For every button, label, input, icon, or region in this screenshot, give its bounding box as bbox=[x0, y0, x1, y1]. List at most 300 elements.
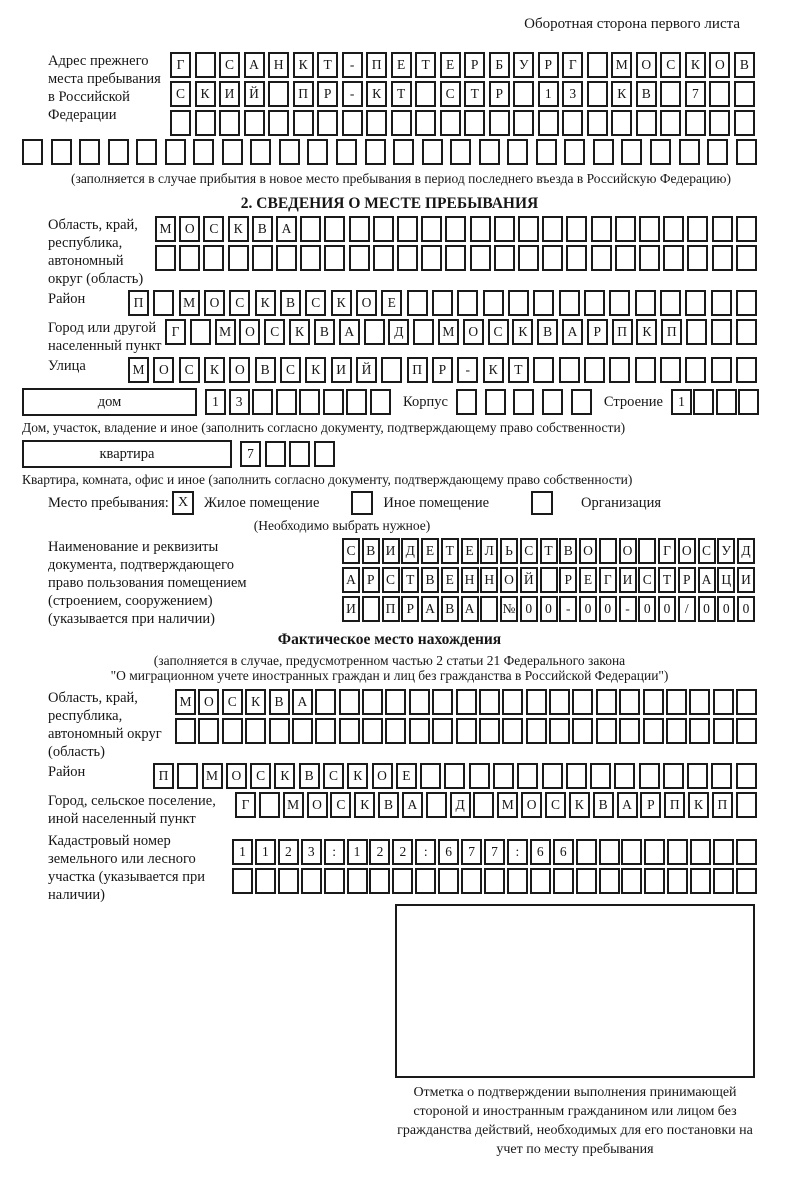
form-cell: М bbox=[179, 290, 200, 316]
form-cell bbox=[391, 110, 412, 136]
form-cell bbox=[587, 81, 608, 107]
form-cell: К bbox=[204, 357, 225, 383]
form-cell: Р bbox=[538, 52, 559, 78]
form-cell bbox=[315, 718, 336, 744]
form-cell: 0 bbox=[717, 596, 735, 622]
cell-row bbox=[235, 792, 757, 818]
form-cell: Р bbox=[489, 81, 510, 107]
form-cell bbox=[293, 110, 314, 136]
form-cell bbox=[599, 538, 617, 564]
form-cell: С bbox=[305, 290, 326, 316]
form-cell bbox=[276, 389, 297, 415]
form-cell: П bbox=[661, 319, 682, 345]
apartment-caption: Квартира, комната, офис и иное (заполнить согласно документу, подтверждающему право собственности) bbox=[22, 472, 633, 487]
form-cell: О bbox=[307, 792, 328, 818]
form-cell bbox=[621, 139, 642, 165]
form-cell: Р bbox=[317, 81, 338, 107]
form-cell bbox=[397, 216, 418, 242]
form-cell: Е bbox=[441, 567, 459, 593]
form-cell: К bbox=[347, 763, 368, 789]
factual-note-2: "О миграционном учете иностранных граждан и лиц без гражданства в Российской Федерации") bbox=[110, 668, 669, 683]
form-cell: К bbox=[366, 81, 387, 107]
form-cell bbox=[415, 110, 436, 136]
form-cell bbox=[693, 389, 714, 415]
form-cell bbox=[315, 689, 336, 715]
form-cell: М bbox=[283, 792, 304, 818]
form-cell: О bbox=[678, 538, 696, 564]
form-cell bbox=[222, 139, 243, 165]
option-organizatsiya-label: Организация bbox=[581, 494, 661, 511]
form-cell: - bbox=[619, 596, 637, 622]
form-cell bbox=[609, 357, 630, 383]
form-cell bbox=[666, 718, 687, 744]
form-cell bbox=[421, 245, 442, 271]
form-cell: С bbox=[179, 357, 200, 383]
form-cell: 0 bbox=[540, 596, 558, 622]
form-cell bbox=[540, 567, 558, 593]
gorod-label: Город или другой населенный пункт bbox=[48, 320, 162, 354]
form-cell bbox=[572, 689, 593, 715]
form-cell bbox=[409, 689, 430, 715]
cell-row bbox=[155, 245, 757, 271]
form-cell bbox=[736, 139, 757, 165]
form-cell: А bbox=[562, 319, 583, 345]
form-cell bbox=[518, 216, 539, 242]
factual-note-1: (заполняется в случае, предусмотренном частью 2 статьи 21 Федерального закона bbox=[153, 653, 626, 668]
form-cell bbox=[553, 868, 574, 894]
form-cell bbox=[621, 868, 642, 894]
form-cell bbox=[232, 868, 253, 894]
form-cell: К bbox=[331, 290, 352, 316]
form-cell bbox=[300, 245, 321, 271]
cell-row bbox=[342, 596, 755, 622]
form-cell bbox=[679, 139, 700, 165]
prev-address-note: (заполняется в случае прибытия в новое место пребывания в период последнего въезда в Российскую Федерацию) bbox=[70, 171, 732, 186]
form-cell bbox=[366, 110, 387, 136]
form-cell bbox=[736, 718, 757, 744]
form-cell: Ь bbox=[500, 538, 518, 564]
raion-label: Район bbox=[48, 291, 86, 307]
form-cell bbox=[457, 290, 478, 316]
form-cell bbox=[440, 110, 461, 136]
form-cell bbox=[666, 689, 687, 715]
form-cell: С bbox=[219, 52, 240, 78]
form-cell: В bbox=[255, 357, 276, 383]
form-cell bbox=[712, 245, 733, 271]
form-cell bbox=[314, 441, 335, 467]
form-cell bbox=[615, 216, 636, 242]
oblast-field bbox=[22, 216, 780, 288]
cell-row bbox=[175, 689, 757, 715]
apartment-box: квартира bbox=[22, 440, 232, 468]
form-cell bbox=[663, 216, 684, 242]
form-cell: Д bbox=[401, 538, 419, 564]
form-cell bbox=[415, 81, 436, 107]
form-cell: 6 bbox=[438, 839, 459, 865]
form-cell bbox=[339, 718, 360, 744]
form-cell bbox=[667, 839, 688, 865]
form-cell: П bbox=[366, 52, 387, 78]
form-cell: П bbox=[612, 319, 633, 345]
form-cell: Н bbox=[268, 52, 289, 78]
form-cell: Н bbox=[461, 567, 479, 593]
form-cell: А bbox=[292, 689, 313, 715]
form-cell bbox=[549, 689, 570, 715]
form-cell bbox=[619, 718, 640, 744]
form-cell bbox=[450, 139, 471, 165]
form-cell: 7 bbox=[240, 441, 261, 467]
form-cell: М bbox=[215, 319, 236, 345]
form-cell: Й bbox=[244, 81, 265, 107]
form-cell: Н bbox=[480, 567, 498, 593]
form-cell bbox=[685, 357, 706, 383]
form-cell: Е bbox=[391, 52, 412, 78]
form-cell bbox=[542, 245, 563, 271]
form-cell bbox=[179, 245, 200, 271]
form-cell: 0 bbox=[638, 596, 656, 622]
form-cell bbox=[508, 290, 529, 316]
form-cell: К bbox=[195, 81, 216, 107]
form-cell bbox=[559, 357, 580, 383]
form-cell bbox=[686, 319, 707, 345]
form-cell bbox=[473, 792, 494, 818]
form-cell: О bbox=[179, 216, 200, 242]
form-cell bbox=[470, 216, 491, 242]
form-cell: С bbox=[698, 538, 716, 564]
form-cell bbox=[222, 718, 243, 744]
form-cell: С bbox=[222, 689, 243, 715]
form-cell: Т bbox=[317, 52, 338, 78]
prev-address-label: Адрес прежнего места пребывания в Российской Федерации bbox=[48, 53, 161, 123]
form-cell bbox=[469, 763, 490, 789]
form-cell: С bbox=[203, 216, 224, 242]
form-cell bbox=[339, 689, 360, 715]
form-cell bbox=[292, 718, 313, 744]
form-cell: О bbox=[579, 538, 597, 564]
form-cell: И bbox=[619, 567, 637, 593]
form-cell: 0 bbox=[698, 596, 716, 622]
form-cell bbox=[373, 245, 394, 271]
cell-row bbox=[170, 110, 755, 136]
form-cell: Т bbox=[540, 538, 558, 564]
form-cell bbox=[317, 110, 338, 136]
form-cell: П bbox=[382, 596, 400, 622]
form-cell bbox=[599, 839, 620, 865]
form-cell: 2 bbox=[369, 839, 390, 865]
factual-oblast-field bbox=[22, 689, 780, 761]
form-cell bbox=[542, 389, 563, 415]
form-cell bbox=[502, 689, 523, 715]
form-cell: Б bbox=[489, 52, 510, 78]
document-field bbox=[22, 538, 780, 628]
form-cell bbox=[301, 868, 322, 894]
form-cell: 3 bbox=[229, 389, 250, 415]
form-cell bbox=[22, 139, 43, 165]
form-cell bbox=[576, 868, 597, 894]
form-cell: В bbox=[559, 538, 577, 564]
form-cell: М bbox=[202, 763, 223, 789]
form-cell: - bbox=[342, 52, 363, 78]
form-cell bbox=[456, 389, 477, 415]
factual-gorod-field bbox=[22, 792, 780, 828]
form-cell bbox=[711, 763, 732, 789]
form-cell bbox=[593, 139, 614, 165]
form-cell: Е bbox=[461, 538, 479, 564]
form-cell: К bbox=[289, 319, 310, 345]
form-cell: С bbox=[323, 763, 344, 789]
form-cell bbox=[711, 290, 732, 316]
form-cell: 0 bbox=[599, 596, 617, 622]
form-cell bbox=[268, 81, 289, 107]
form-cell: Т bbox=[464, 81, 485, 107]
form-cell: Т bbox=[441, 538, 459, 564]
form-cell bbox=[571, 389, 592, 415]
form-cell: У bbox=[513, 52, 534, 78]
form-cell: 1 bbox=[671, 389, 692, 415]
cell-row bbox=[128, 290, 757, 316]
checkbox-organizatsiya bbox=[531, 491, 553, 515]
cell-row bbox=[240, 441, 335, 467]
form-cell bbox=[690, 868, 711, 894]
form-cell: Т bbox=[401, 567, 419, 593]
form-cell bbox=[590, 763, 611, 789]
cell-row bbox=[153, 763, 757, 789]
form-cell bbox=[307, 139, 328, 165]
form-cell bbox=[736, 290, 757, 316]
form-cell bbox=[687, 763, 708, 789]
form-cell: У bbox=[717, 538, 735, 564]
form-cell: 1 bbox=[255, 839, 276, 865]
form-cell bbox=[513, 81, 534, 107]
form-cell bbox=[526, 718, 547, 744]
cell-row bbox=[170, 81, 755, 107]
form-cell bbox=[245, 718, 266, 744]
form-cell bbox=[479, 718, 500, 744]
form-cell: Й bbox=[356, 357, 377, 383]
form-cell: 7 bbox=[461, 839, 482, 865]
form-cell bbox=[244, 110, 265, 136]
factual-oblast-label: Область, край, республика, автономный округ (область) bbox=[48, 690, 162, 760]
form-cell bbox=[518, 245, 539, 271]
form-cell: С bbox=[330, 792, 351, 818]
form-cell: К bbox=[305, 357, 326, 383]
form-cell bbox=[559, 290, 580, 316]
form-cell bbox=[470, 245, 491, 271]
prev-address-field bbox=[22, 52, 780, 136]
form-cell bbox=[690, 839, 711, 865]
form-cell bbox=[279, 139, 300, 165]
form-cell: 3 bbox=[301, 839, 322, 865]
form-cell: К bbox=[228, 216, 249, 242]
form-cell bbox=[517, 763, 538, 789]
form-cell: О bbox=[463, 319, 484, 345]
stamp-box bbox=[395, 904, 755, 1078]
form-cell bbox=[278, 868, 299, 894]
form-cell bbox=[479, 139, 500, 165]
form-cell bbox=[364, 319, 385, 345]
form-cell bbox=[349, 216, 370, 242]
form-cell bbox=[269, 718, 290, 744]
form-cell bbox=[736, 839, 757, 865]
form-cell: П bbox=[407, 357, 428, 383]
form-cell bbox=[502, 718, 523, 744]
form-cell: 7 bbox=[685, 81, 706, 107]
form-cell: Ц bbox=[717, 567, 735, 593]
house-caption: Дом, участок, владение и иное (заполнить согласно документу, подтверждающему право собственности) bbox=[22, 420, 626, 435]
form-cell: К bbox=[688, 792, 709, 818]
form-cell: М bbox=[128, 357, 149, 383]
form-cell: О bbox=[636, 52, 657, 78]
form-cell bbox=[738, 389, 759, 415]
form-cell: С bbox=[229, 290, 250, 316]
form-cell: М bbox=[438, 319, 459, 345]
form-cell bbox=[369, 868, 390, 894]
form-cell bbox=[444, 763, 465, 789]
form-cell: В bbox=[299, 763, 320, 789]
form-cell bbox=[385, 689, 406, 715]
form-cell: 1 bbox=[538, 81, 559, 107]
option-zhiloe-label: Жилое помещение bbox=[204, 494, 320, 511]
form-cell bbox=[736, 763, 757, 789]
form-cell: 0 bbox=[658, 596, 676, 622]
form-cell bbox=[420, 763, 441, 789]
form-cell bbox=[190, 319, 211, 345]
form-cell bbox=[464, 110, 485, 136]
form-cell bbox=[255, 868, 276, 894]
form-cell: Р bbox=[678, 567, 696, 593]
form-cell bbox=[193, 139, 214, 165]
cell-row bbox=[456, 389, 592, 415]
form-cell bbox=[79, 139, 100, 165]
form-cell: 7 bbox=[484, 839, 505, 865]
factual-gorod-label: Город, сельское поселение, иной населенный пункт bbox=[48, 793, 216, 827]
form-cell bbox=[644, 868, 665, 894]
form-cell: А bbox=[342, 567, 360, 593]
form-cell: Г bbox=[165, 319, 186, 345]
form-cell: С bbox=[545, 792, 566, 818]
form-cell: П bbox=[153, 763, 174, 789]
section2-title: 2. СВЕДЕНИЯ О МЕСТЕ ПРЕБЫВАНИЯ bbox=[240, 195, 539, 212]
form-cell bbox=[362, 718, 383, 744]
form-cell: 0 bbox=[579, 596, 597, 622]
form-cell bbox=[707, 139, 728, 165]
form-cell bbox=[736, 868, 757, 894]
form-cell bbox=[393, 139, 414, 165]
form-cell: С bbox=[660, 52, 681, 78]
stamp-area bbox=[395, 904, 780, 1078]
form-cell bbox=[685, 290, 706, 316]
form-cell bbox=[494, 216, 515, 242]
form-cell bbox=[636, 110, 657, 136]
form-cell: К bbox=[293, 52, 314, 78]
form-cell bbox=[566, 763, 587, 789]
form-cell bbox=[203, 245, 224, 271]
form-cell: С bbox=[382, 567, 400, 593]
form-cell bbox=[494, 245, 515, 271]
form-cell: Р bbox=[362, 567, 380, 593]
form-cell: М bbox=[497, 792, 518, 818]
form-cell: Р bbox=[559, 567, 577, 593]
form-cell bbox=[533, 290, 554, 316]
form-cell: 0 bbox=[737, 596, 755, 622]
apartment-row bbox=[22, 440, 780, 468]
form-cell: 1 bbox=[232, 839, 253, 865]
form-cell: А bbox=[617, 792, 638, 818]
form-cell bbox=[445, 216, 466, 242]
form-cell: В bbox=[378, 792, 399, 818]
form-cell: В bbox=[252, 216, 273, 242]
form-cell bbox=[268, 110, 289, 136]
form-cell bbox=[713, 839, 734, 865]
form-cell: Е bbox=[579, 567, 597, 593]
form-cell: О bbox=[198, 689, 219, 715]
form-cell: П bbox=[664, 792, 685, 818]
form-cell: О bbox=[372, 763, 393, 789]
form-cell bbox=[562, 110, 583, 136]
form-cell bbox=[373, 216, 394, 242]
form-cell: Г bbox=[658, 538, 676, 564]
form-cell: - bbox=[457, 357, 478, 383]
form-cell bbox=[507, 868, 528, 894]
form-cell: 2 bbox=[278, 839, 299, 865]
cell-row bbox=[232, 839, 757, 865]
form-cell: 3 bbox=[562, 81, 583, 107]
form-cell bbox=[438, 868, 459, 894]
form-cell bbox=[198, 718, 219, 744]
form-cell bbox=[660, 81, 681, 107]
form-cell: В bbox=[734, 52, 755, 78]
form-cell: О bbox=[239, 319, 260, 345]
form-cell: - bbox=[342, 81, 363, 107]
form-cell: О bbox=[356, 290, 377, 316]
stamp-caption: Отметка о подтверждении выполнения принимающей стороной и иностранным гражданином или лицом без гражданства действий, необходимых для его постановки на учет по месту пребывания bbox=[397, 1085, 753, 1157]
form-cell: Е bbox=[396, 763, 417, 789]
form-cell: : bbox=[324, 839, 345, 865]
form-cell bbox=[445, 245, 466, 271]
form-cell bbox=[736, 319, 757, 345]
form-cell: А bbox=[461, 596, 479, 622]
form-cell: К bbox=[255, 290, 276, 316]
form-cell: В bbox=[280, 290, 301, 316]
checkbox-zhiloe: X bbox=[172, 491, 194, 515]
form-cell bbox=[619, 689, 640, 715]
form-cell: Р bbox=[401, 596, 419, 622]
cell-row bbox=[175, 718, 757, 744]
form-cell bbox=[155, 245, 176, 271]
form-cell bbox=[432, 290, 453, 316]
form-cell bbox=[153, 290, 174, 316]
form-cell bbox=[336, 139, 357, 165]
form-cell bbox=[635, 357, 656, 383]
form-cell: В bbox=[421, 567, 439, 593]
form-cell bbox=[711, 357, 732, 383]
form-cell bbox=[265, 441, 286, 467]
form-cell bbox=[392, 868, 413, 894]
form-cell bbox=[346, 389, 367, 415]
form-cell bbox=[426, 792, 447, 818]
form-cell bbox=[639, 763, 660, 789]
form-cell: 2 bbox=[392, 839, 413, 865]
form-cell: 6 bbox=[553, 839, 574, 865]
form-cell: А bbox=[698, 567, 716, 593]
ulitsa-field bbox=[22, 357, 780, 383]
house-box: дом bbox=[22, 388, 197, 416]
form-cell bbox=[170, 110, 191, 136]
form-cell: К bbox=[274, 763, 295, 789]
form-cell: Д bbox=[388, 319, 409, 345]
form-cell bbox=[362, 689, 383, 715]
form-cell: - bbox=[559, 596, 577, 622]
